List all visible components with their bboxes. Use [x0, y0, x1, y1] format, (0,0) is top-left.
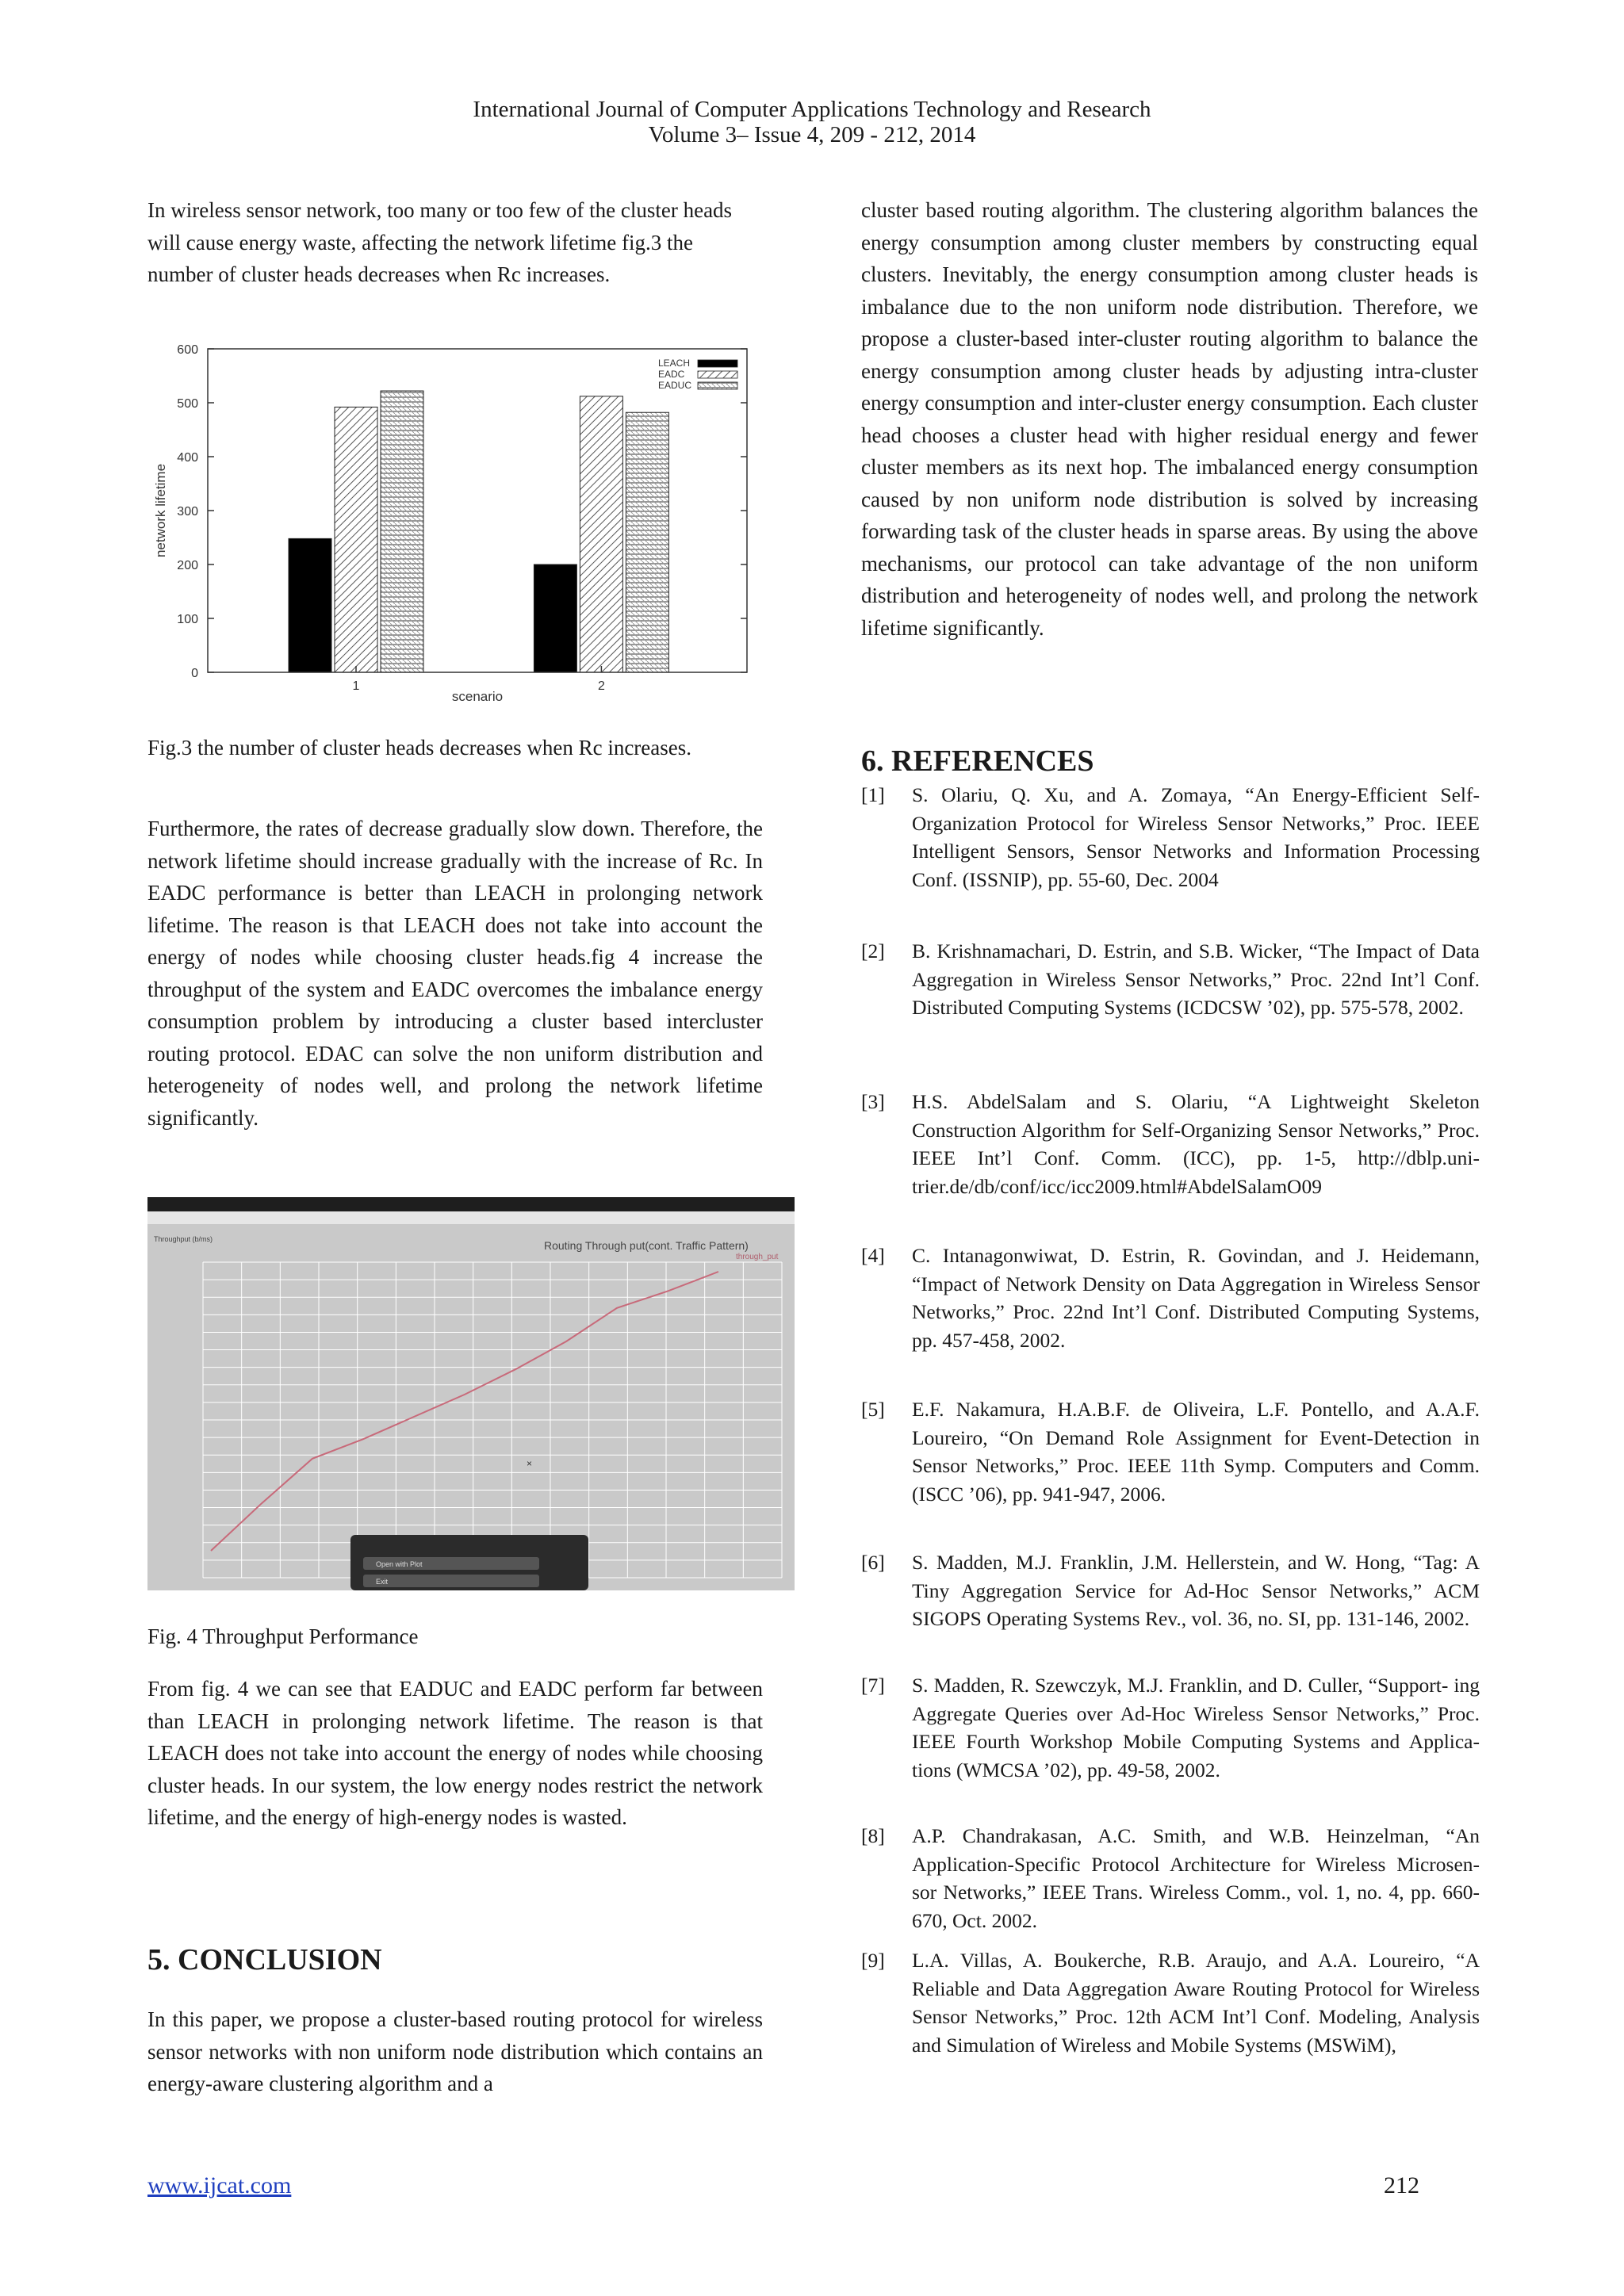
journal-website-link[interactable]: www.ijcat.com: [147, 2172, 292, 2198]
reference-item: [861, 781, 1480, 894]
reference-text: S. Olariu, Q. Xu, and A. Zomaya, “An Energy-Efficient Self- Organization Protocol for Wireless Sensor Networks,” Proc. IEEE Intelligent Sensors, Sensor Networks and Information Processing Conf. (ISSNIP), pp. 55-60, Dec. 2004: [912, 783, 1480, 891]
conclusion-paragraph: In this paper, we propose a cluster-based routing protocol for wireless sensor networks with non uniform node distribution which contains an energy-aware clustering algorithm and a: [147, 2007, 763, 2095]
window-topbar: [147, 1197, 795, 1211]
bar-eaduc: [381, 391, 423, 672]
line-chart-title: Routing Through put(cont. Traffic Pattern): [544, 1239, 749, 1252]
reference-text: L.A. Villas, A. Boukerche, R.B. Araujo, and A.A. Loureiro, “A Reliable and Data Aggregation Aware Routing Protocol for Wireless Sensor Networks,” Proc. 12th ACM Int’l Conf. Modeling, Analysis and Simulation of Wireless and Mobile Systems (MSWiM),: [912, 1949, 1480, 2057]
discussion-paragraph: Furthermore, the rates of decrease gradually slow down. Therefore, the network lifetime should increase gradually with the increase of Rc. In EADC performance is better than LEACH in prolonging network lifetime. The reason is that LEACH does not take into account the energy of nodes while choosing cluster heads.fig 4 increase the throughput of the system and EADC overcomes the imbalance energy consumption problem by introducing a cluster based intercluster routing protocol. EDAC can solve the non uniform distribution and heterogeneity of nodes well, and prolong the network lifetime significantly.: [147, 817, 763, 1130]
bar-eaduc: [626, 412, 668, 672]
y-tick-label: 100: [177, 613, 198, 626]
y-axis-label: network lifetime: [153, 463, 168, 558]
reference-number: [4]: [861, 1244, 885, 1267]
x-tick-label: 1: [352, 679, 360, 693]
page-number: 212: [1384, 2172, 1419, 2198]
right-continuation-paragraph: cluster based routing algorithm. The clustering algorithm balances the energy consumption among cluster members by constructing equal clusters. Inevitably, the energy consumption among cluster heads is imbalance due to the non uniform node distribution. Therefore, we propose a cluster-based inter-cluster routing algorithm to balance the energy consumption among cluster heads by adjusting intra-cluster energy consumption and inter-cluster energy consumption. Each cluster head chooses a cluster head with higher residual energy and fewer cluster members as its next hop. The imbalanced energy consumption caused by non uniform node distribution is solved by increasing forwarding task of the cluster heads in sparse areas. By using the above mechanisms, our protocol can take advantage of the non uniform distribution and heterogeneity of nodes well, and prolong the network lifetime significantly.: [861, 198, 1478, 640]
panel-menu-label: Open with Plot: [376, 1560, 423, 1568]
legend-swatch-eaduc: [698, 382, 737, 389]
y-tick-label: 500: [177, 397, 198, 411]
context-panel: [350, 1535, 588, 1590]
journal-header: [0, 97, 1624, 147]
conclusion-heading: 5. CONCLUSION: [147, 1943, 382, 1976]
reference-number: [1]: [861, 783, 885, 806]
throughput-line-chart: [147, 1224, 795, 1590]
reference-text: H.S. AbdelSalam and S. Olariu, “A Lightweight Skeleton Construction Algorithm for Self-Organizing Sensor Networks,” Proc. IEEE Int’l Conf. Comm. (ICC), pp. 1-5, http://dblp.uni-trier.de/db/conf/icc/icc2009.html#AbdelSalamO09: [912, 1090, 1480, 1198]
reference-text: S. Madden, M.J. Franklin, J.M. Hellerstein, and W. Hong, “Tag: A Tiny Aggregation Service for Ad-Hoc Sensor Networks,” ACM SIGOPS Operating Systems Rev., vol. 36, no. SI, pp. 131-146, 2002.: [912, 1551, 1480, 1630]
reference-number: [3]: [861, 1090, 885, 1113]
reference-number: [6]: [861, 1551, 885, 1574]
references-heading: 6. REFERENCES: [861, 744, 1094, 778]
reference-number: [8]: [861, 1824, 885, 1847]
reference-number: [9]: [861, 1949, 885, 1972]
reference-number: [7]: [861, 1674, 885, 1697]
reference-item: [861, 1395, 1480, 1508]
y-tick-label: 400: [177, 451, 198, 465]
legend-swatch-eadc: [698, 371, 737, 378]
reference-item: [861, 1671, 1480, 1784]
reference-text: S. Madden, R. Szewczyk, M.J. Franklin, and D. Culler, “Support- ing Aggregate Queries over Ad-Hoc Wireless Sensor Networks,” Proc. IEEE Fourth Workshop Mobile Computing Systems and Applica- tions (WMCSA ’02), pp. 49-58, 2002.: [912, 1674, 1480, 1781]
line-chart-ylabel: Throughput (b/ms): [154, 1235, 213, 1243]
window-toolbar: [147, 1211, 795, 1224]
reference-text: E.F. Nakamura, H.A.B.F. de Oliveira, L.F. Pontello, and A.A.F. Loureiro, “On Demand Role Assignment for Event-Detection in Sensor Networks,” Proc. IEEE 11th Symp. Computers and Comm. (ISCC ’06), pp. 941-947, 2006.: [912, 1398, 1480, 1506]
intro-paragraph: In wireless sensor network, too many or too few of the cluster heads will cause energy waste, affecting the network lifetime fig.3 the number of cluster heads decreases when Rc increases.: [147, 198, 733, 286]
x-axis-label: scenario: [451, 689, 504, 704]
reference-item: [861, 1088, 1480, 1200]
journal-title: International Journal of Computer Applications Technology and Research: [473, 97, 1151, 122]
legend-swatch-leach: [698, 360, 737, 367]
y-tick-label: 200: [177, 559, 198, 572]
reference-item: [861, 1548, 1480, 1633]
reference-text: B. Krishnamachari, D. Estrin, and S.B. Wicker, “The Impact of Data Aggregation in Wireless Sensor Networks,” Proc. 22nd Int’l Conf. Distributed Computing Systems (ICDCSW ’02), pp. 575-578, 2002.: [912, 939, 1480, 1019]
line-series-label: through_put: [736, 1253, 779, 1261]
bar-eadc: [580, 396, 622, 672]
reference-number: [5]: [861, 1398, 885, 1421]
y-tick-label: 300: [177, 505, 198, 519]
reference-item: [861, 1822, 1480, 1934]
legend-label: LEACH: [658, 358, 691, 369]
reference-item: [861, 1242, 1480, 1354]
panel-menu-item[interactable]: [363, 1575, 539, 1587]
x-tick-label: 2: [597, 679, 605, 693]
reference-item: [861, 937, 1480, 1022]
network-lifetime-bar-chart: [147, 333, 758, 714]
y-tick-label: 600: [177, 343, 198, 357]
bar-leach: [289, 538, 331, 672]
reference-number: [2]: [861, 939, 885, 962]
reference-text: A.P. Chandrakasan, A.C. Smith, and W.B. Heinzelman, “An Application-Specific Protocol Architecture for Wireless Microsen- sor Networks,” IEEE Trans. Wireless Comm., vol. 1, no. 4, pp. 660- 670, Oct. 2002.: [912, 1824, 1480, 1932]
bar-eadc: [335, 407, 377, 672]
legend-label: EADC: [658, 369, 685, 380]
cursor-marker: ×: [527, 1458, 533, 1469]
bar-leach: [534, 564, 576, 672]
reference-item: [861, 1946, 1480, 2059]
y-tick-label: 0: [191, 667, 198, 680]
reference-text: C. Intanagonwiwat, D. Estrin, R. Govindan, and J. Heidemann, “Impact of Network Density on Data Aggregation in Wireless Sensor Networks,” Proc. 22nd Int’l Conf. Distributed Computing Systems, pp. 457-458, 2002.: [912, 1244, 1480, 1352]
results-paragraph: From fig. 4 we can see that EADUC and EADC perform far between than LEACH in prolonging network lifetime. The reason is that LEACH does not take into account the energy of nodes while choosing cluster heads. In our system, the low energy nodes restrict the network lifetime, and the energy of high-energy nodes is wasted.: [147, 1677, 763, 1829]
legend-label: EADUC: [658, 380, 692, 391]
fig4-caption: Fig. 4 Throughput Performance: [147, 1624, 419, 1648]
figure-3: [147, 333, 758, 714]
journal-volume: Volume 3– Issue 4, 209 - 212, 2014: [648, 122, 976, 147]
fig3-caption: Fig.3 the number of cluster heads decreases when Rc increases.: [147, 736, 692, 760]
figure-4: [147, 1197, 795, 1590]
panel-menu-label: Exit: [376, 1578, 389, 1586]
